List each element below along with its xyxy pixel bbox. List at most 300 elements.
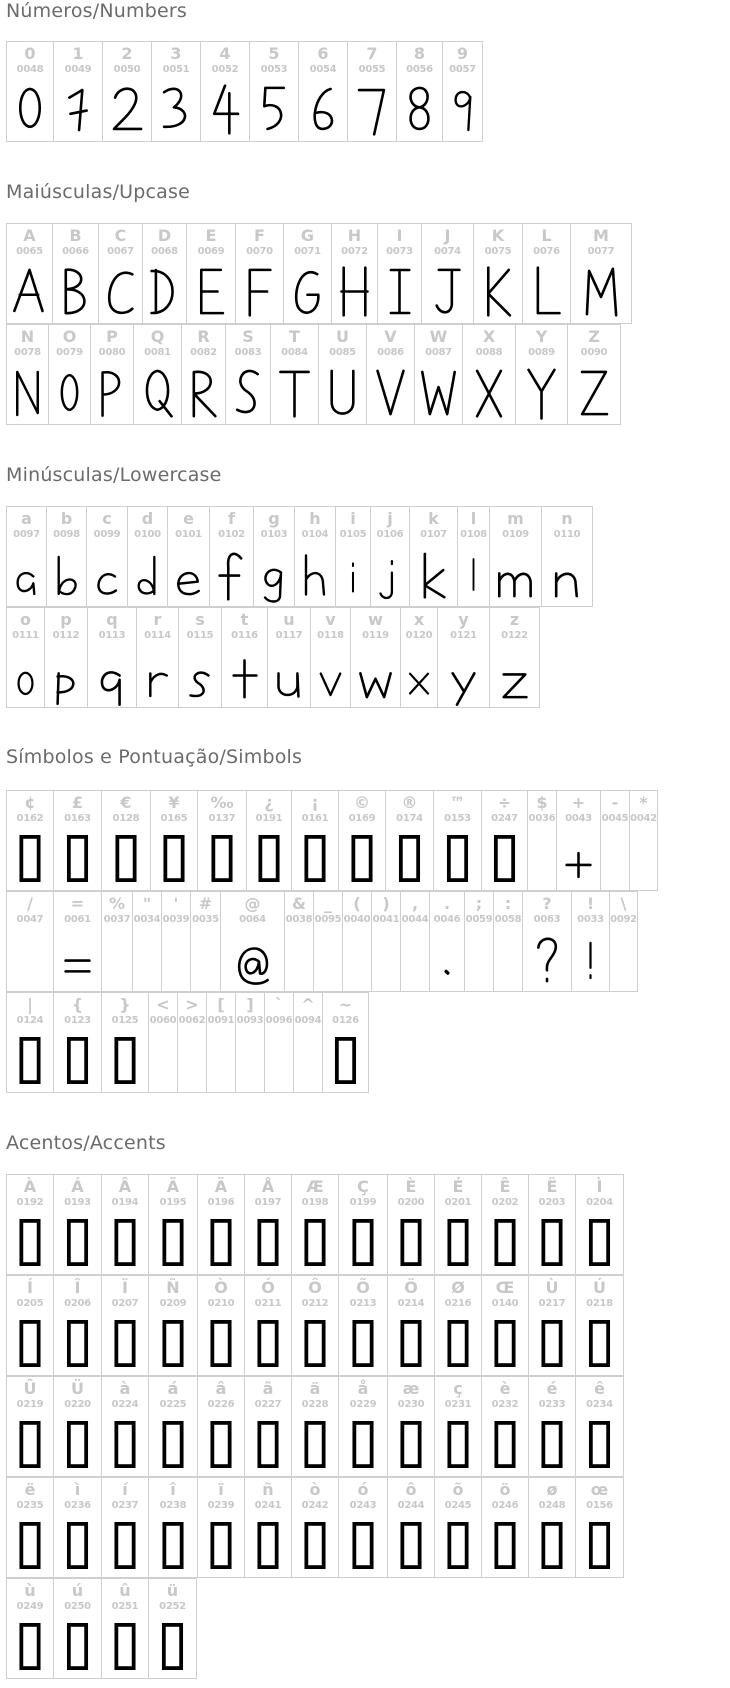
glyph-character: Z — [588, 327, 600, 346]
missing-glyph-box-icon — [54, 1310, 101, 1376]
glyph-character: a — [21, 509, 32, 528]
glyph-character: F — [254, 226, 265, 245]
glyph-code: 0251 — [111, 1601, 139, 1612]
glyph-code: 0079 — [56, 347, 83, 358]
glyph-character: ¿ — [264, 793, 274, 812]
glyph-code: 0074 — [434, 246, 461, 257]
handwritten-glyph-sample — [415, 359, 462, 425]
glyph-code: 0231 — [444, 1399, 472, 1410]
glyph-character: { — [71, 995, 84, 1014]
glyph-character: £ — [71, 793, 84, 812]
glyph-cell — [53, 1275, 101, 1376]
glyph-cell — [609, 891, 638, 992]
glyph-code: 0114 — [144, 630, 171, 641]
glyph-cell — [481, 1376, 528, 1477]
glyph-cell — [197, 1477, 244, 1578]
glyph-character: R — [197, 327, 210, 346]
glyph-code: 0202 — [491, 1197, 519, 1208]
handwritten-glyph-sample — [45, 642, 87, 708]
missing-glyph-box-icon — [292, 1209, 338, 1275]
glyph-character: . — [443, 894, 451, 913]
glyph-cell — [235, 223, 283, 324]
handwritten-glyph-sample — [348, 76, 396, 142]
glyph-character: X — [482, 327, 496, 346]
glyph-character: E — [205, 226, 217, 245]
glyph-character: í — [122, 1480, 128, 1499]
glyph-code: 0059 — [465, 914, 493, 925]
handwritten-glyph-sample — [268, 642, 310, 708]
missing-glyph-box-icon — [54, 1027, 101, 1093]
glyph-character: ` — [275, 995, 283, 1014]
glyph-character: ( — [353, 894, 361, 913]
glyph-character: é — [546, 1379, 558, 1398]
glyph-cell — [53, 1578, 101, 1679]
glyph-cell — [200, 41, 249, 142]
glyph-cell — [481, 1275, 528, 1376]
glyph-code: 0103 — [260, 529, 288, 540]
glyph-character: O — [62, 327, 77, 346]
missing-glyph-box-icon — [339, 1411, 387, 1477]
handwritten-glyph-sample — [128, 541, 167, 607]
handwritten-glyph-sample — [7, 541, 46, 607]
missing-glyph-box-icon — [247, 825, 291, 891]
glyph-character: Õ — [356, 1278, 370, 1297]
glyph-character: V — [384, 327, 397, 346]
glyph-cell — [244, 1477, 291, 1578]
glyph-cell — [267, 607, 310, 708]
glyph-cell — [132, 891, 161, 992]
glyph-character: Q — [150, 327, 165, 346]
glyph-character: ú — [71, 1581, 84, 1600]
handwritten-glyph-sample — [182, 359, 225, 425]
missing-glyph-box-icon — [529, 1512, 575, 1578]
glyph-cell — [101, 790, 150, 891]
glyph-character: o — [20, 610, 31, 629]
glyph-cell — [387, 1174, 434, 1275]
missing-glyph-box-icon — [245, 1411, 291, 1477]
glyph-character: Ù — [545, 1278, 559, 1297]
glyph-character: K — [491, 226, 505, 245]
glyph-character: ‰ — [210, 793, 234, 812]
glyph-cell — [244, 1376, 291, 1477]
glyph-code: 0227 — [254, 1399, 282, 1410]
glyph-character: À — [23, 1177, 37, 1196]
missing-glyph-box-icon — [576, 1512, 623, 1578]
glyph-character: ë — [24, 1480, 36, 1499]
section-title: Números/Numbers — [6, 0, 187, 22]
glyph-cell — [53, 1174, 101, 1275]
glyph-code: 0174 — [396, 813, 423, 824]
handwritten-glyph-sample — [54, 926, 101, 992]
glyph-code: 0242 — [301, 1500, 329, 1511]
glyph-code: 0205 — [16, 1298, 44, 1309]
missing-glyph-box-icon — [102, 1411, 148, 1477]
glyph-cell — [481, 790, 527, 891]
missing-glyph-box-icon — [198, 1411, 244, 1477]
glyph-character: 6 — [317, 44, 329, 63]
glyph-code: 0067 — [107, 246, 134, 257]
glyph-code: 0104 — [301, 529, 329, 540]
handwritten-glyph-sample — [7, 359, 48, 425]
glyph-character: x — [413, 610, 425, 629]
glyph-character: & — [292, 894, 306, 913]
glyph-character: Â — [118, 1177, 132, 1196]
glyph-cell — [86, 506, 127, 607]
glyph-character: Œ — [495, 1278, 515, 1297]
missing-glyph-box-icon — [529, 1310, 575, 1376]
handwritten-glyph-sample — [490, 541, 541, 607]
glyph-code: 0140 — [491, 1298, 519, 1309]
glyph-character: / — [27, 894, 33, 913]
glyph-code: 0243 — [349, 1500, 377, 1511]
glyph-character: å — [357, 1379, 369, 1398]
glyph-character: ñ — [262, 1480, 274, 1499]
handwritten-glyph-sample — [336, 541, 370, 607]
glyph-character: ^ — [301, 995, 315, 1014]
glyph-cell — [127, 506, 167, 607]
glyph-cell — [6, 324, 48, 425]
glyph-cell — [53, 1477, 101, 1578]
glyph-character: G — [300, 226, 315, 245]
glyph-character: Á — [71, 1177, 84, 1196]
glyph-character: < — [156, 995, 170, 1014]
glyph-character: S — [242, 327, 254, 346]
missing-glyph-box-icon — [149, 1613, 196, 1679]
glyph-cell — [318, 324, 366, 425]
glyph-cell — [136, 607, 178, 708]
handwritten-glyph-sample — [568, 359, 620, 425]
glyph-code: 0115 — [186, 630, 214, 641]
missing-glyph-box-icon — [576, 1209, 623, 1275]
glyph-code: 0036 — [528, 813, 556, 824]
glyph-cell — [310, 607, 350, 708]
glyph-code: 0116 — [231, 630, 258, 641]
glyph-cell — [541, 506, 593, 607]
glyph-character: Û — [23, 1379, 37, 1398]
glyph-cell — [347, 41, 396, 142]
glyph-cell — [481, 1477, 528, 1578]
glyph-code: 0033 — [577, 914, 604, 925]
glyph-code: 0239 — [207, 1500, 235, 1511]
glyph-cell — [371, 891, 400, 992]
glyph-cell — [522, 891, 571, 992]
glyph-code: 0102 — [218, 529, 245, 540]
glyph-character: Ó — [261, 1278, 275, 1297]
glyph-cell — [52, 223, 98, 324]
handwritten-glyph-sample — [284, 258, 331, 324]
glyph-cell — [493, 891, 522, 992]
glyph-cell — [322, 992, 369, 1093]
glyph-cell — [197, 1376, 244, 1477]
handwritten-glyph-sample — [201, 76, 249, 142]
glyph-character: $ — [536, 793, 548, 812]
glyph-cell — [44, 607, 87, 708]
glyph-character: Å — [261, 1177, 275, 1196]
handwritten-glyph-sample — [221, 926, 284, 992]
glyph-cell — [462, 324, 515, 425]
missing-glyph-box-icon — [54, 1411, 101, 1477]
glyph-cell — [197, 1174, 244, 1275]
glyph-code: 0194 — [111, 1197, 139, 1208]
glyph-cell — [387, 1477, 434, 1578]
glyph-cell — [409, 506, 457, 607]
glyph-code: 0195 — [159, 1197, 187, 1208]
glyph-code: 0250 — [64, 1601, 91, 1612]
handwritten-glyph-sample — [523, 258, 570, 324]
glyph-character: û — [119, 1581, 131, 1600]
glyph-cell — [291, 1174, 338, 1275]
glyph-character: L — [541, 226, 552, 245]
section-title: Minúsculas/Lowercase — [6, 464, 222, 486]
glyph-character: 8 — [413, 44, 426, 63]
glyph-cell — [335, 506, 370, 607]
glyph-code: 0062 — [178, 1015, 206, 1026]
glyph-cell — [338, 1477, 387, 1578]
glyph-cell — [600, 790, 629, 891]
glyph-code: 0084 — [281, 347, 308, 358]
handwritten-glyph-sample — [49, 359, 90, 425]
glyph-code: 0204 — [586, 1197, 613, 1208]
glyph-character: U — [336, 327, 349, 346]
glyph-cell — [6, 790, 53, 891]
glyph-code: 0123 — [64, 1015, 91, 1026]
glyph-code: 0238 — [159, 1500, 187, 1511]
glyph-code: 0125 — [111, 1015, 139, 1026]
missing-glyph-box-icon — [149, 1512, 197, 1578]
glyph-character: c — [102, 509, 112, 528]
glyph-code: 0107 — [420, 529, 447, 540]
glyph-row — [6, 790, 658, 891]
glyph-code: 0252 — [159, 1601, 186, 1612]
glyph-code: 0078 — [14, 347, 41, 358]
glyph-cell — [313, 891, 342, 992]
glyph-cell — [270, 324, 318, 425]
glyph-cell — [102, 41, 151, 142]
glyph-code: 0165 — [160, 813, 188, 824]
glyph-cell — [6, 891, 53, 992]
section-title: Símbolos e Pontuação/Simbols — [6, 746, 303, 768]
glyph-character: ü — [166, 1581, 179, 1600]
glyph-character: ö — [499, 1480, 511, 1499]
handwritten-glyph-sample — [397, 76, 442, 142]
glyph-cell — [209, 506, 253, 607]
glyph-code: 0045 — [601, 813, 629, 824]
glyph-cell — [528, 1477, 575, 1578]
glyph-cell — [489, 607, 540, 708]
glyph-code: 0058 — [494, 914, 522, 925]
glyph-character: € — [120, 793, 132, 812]
missing-glyph-box-icon — [7, 825, 53, 891]
missing-glyph-box-icon — [435, 1310, 481, 1376]
missing-glyph-box-icon — [435, 1209, 481, 1275]
glyph-code: 0098 — [53, 529, 80, 540]
glyph-cell — [101, 1275, 148, 1376]
glyph-code: 0235 — [16, 1500, 44, 1511]
glyph-code: 0122 — [501, 630, 528, 641]
missing-glyph-box-icon — [102, 1027, 148, 1093]
missing-glyph-box-icon — [198, 1310, 244, 1376]
glyph-character: | — [27, 995, 33, 1014]
glyph-character: j — [387, 509, 393, 528]
glyph-cell — [387, 1376, 434, 1477]
glyph-code: 0106 — [376, 529, 404, 540]
glyph-code: 0233 — [538, 1399, 566, 1410]
glyph-cell — [556, 790, 600, 891]
glyph-cell — [235, 992, 264, 1093]
glyph-code: 0090 — [580, 347, 608, 358]
glyph-cell — [291, 1376, 338, 1477]
handwritten-glyph-sample — [523, 926, 571, 992]
glyph-character: á — [167, 1379, 179, 1398]
glyph-cell — [338, 790, 385, 891]
glyph-code: 0049 — [64, 64, 92, 75]
glyph-cell — [400, 891, 429, 992]
glyph-character: T — [289, 327, 300, 346]
glyph-character: î — [170, 1480, 176, 1499]
glyph-cell — [177, 992, 206, 1093]
glyph-code: 0088 — [475, 347, 503, 358]
glyph-code: 0217 — [538, 1298, 566, 1309]
glyph-character: Ì — [596, 1177, 603, 1196]
glyph-character: i — [350, 509, 356, 528]
missing-glyph-box-icon — [576, 1411, 623, 1477]
glyph-code: 0119 — [362, 630, 389, 641]
glyph-cell — [90, 324, 133, 425]
glyph-code: 0126 — [332, 1015, 359, 1026]
glyph-row — [6, 607, 540, 708]
missing-glyph-box-icon — [529, 1209, 575, 1275]
glyph-code: 0226 — [207, 1399, 235, 1410]
glyph-cell — [101, 891, 132, 992]
missing-glyph-box-icon — [245, 1512, 291, 1578]
glyph-code: 0093 — [236, 1015, 264, 1026]
glyph-cell — [101, 1376, 148, 1477]
missing-glyph-box-icon — [102, 1613, 148, 1679]
glyph-character: C — [114, 226, 127, 245]
glyph-character: 3 — [170, 44, 182, 63]
missing-glyph-box-icon — [149, 1310, 197, 1376]
glyph-code: 0203 — [538, 1197, 566, 1208]
glyph-code: 0082 — [190, 347, 217, 358]
missing-glyph-box-icon — [576, 1310, 623, 1376]
glyph-cell — [434, 1275, 481, 1376]
glyph-code: 0118 — [317, 630, 344, 641]
glyph-code: 0076 — [533, 246, 560, 257]
handwritten-glyph-sample — [54, 76, 102, 142]
glyph-character: ì — [74, 1480, 81, 1499]
glyph-cell — [246, 790, 291, 891]
glyph-character: Ç — [357, 1177, 369, 1196]
glyph-character: # — [198, 894, 213, 913]
glyph-character: Ã — [166, 1177, 180, 1196]
glyph-cell — [87, 607, 136, 708]
glyph-cell — [421, 223, 473, 324]
glyph-character: I — [396, 226, 403, 245]
glyph-cell — [284, 891, 313, 992]
glyph-cell — [293, 992, 322, 1093]
glyph-code: 0193 — [64, 1197, 91, 1208]
glyph-character: d — [141, 509, 154, 528]
missing-glyph-box-icon — [339, 1310, 387, 1376]
glyph-code: 0081 — [144, 347, 171, 358]
missing-glyph-box-icon — [198, 825, 246, 891]
glyph-cell — [442, 41, 483, 142]
missing-glyph-box-icon — [102, 825, 150, 891]
glyph-cell — [101, 992, 148, 1093]
glyph-row — [6, 992, 369, 1093]
glyph-cell — [570, 223, 632, 324]
glyph-code: 0214 — [397, 1298, 425, 1309]
glyph-cell — [244, 1275, 291, 1376]
glyph-code: 0153 — [444, 813, 471, 824]
missing-glyph-box-icon — [482, 1512, 528, 1578]
missing-glyph-box-icon — [292, 1512, 338, 1578]
glyph-cell — [186, 223, 235, 324]
glyph-code: 0069 — [197, 246, 225, 257]
handwritten-glyph-sample — [236, 258, 283, 324]
glyph-cell — [457, 506, 489, 607]
glyph-character: 4 — [219, 44, 231, 63]
glyph-code: 0192 — [16, 1197, 44, 1208]
missing-glyph-box-icon — [482, 1209, 528, 1275]
glyph-code: 0197 — [254, 1197, 282, 1208]
glyph-code: 0199 — [349, 1197, 377, 1208]
handwritten-glyph-sample — [47, 541, 86, 607]
missing-glyph-box-icon — [149, 1209, 197, 1275]
handwritten-glyph-sample — [295, 541, 335, 607]
glyph-cell — [101, 1174, 148, 1275]
glyph-code: 0169 — [348, 813, 376, 824]
glyph-code: 0065 — [16, 246, 43, 257]
glyph-character: É — [452, 1177, 464, 1196]
glyph-character: ) — [382, 894, 390, 913]
glyph-character: 5 — [268, 44, 280, 63]
glyph-code: 0216 — [444, 1298, 472, 1309]
glyph-cell — [46, 506, 86, 607]
glyph-code: 0112 — [52, 630, 80, 641]
missing-glyph-box-icon — [435, 1411, 481, 1477]
glyph-character: Ë — [546, 1177, 558, 1196]
glyph-character: Ä — [214, 1177, 228, 1196]
glyph-code: 0201 — [444, 1197, 472, 1208]
missing-glyph-box-icon — [7, 1027, 53, 1093]
glyph-code: 0234 — [586, 1399, 613, 1410]
glyph-cell — [53, 41, 102, 142]
glyph-code: 0248 — [538, 1500, 566, 1511]
glyph-code: 0092 — [610, 914, 637, 925]
missing-glyph-box-icon — [434, 825, 481, 891]
handwritten-glyph-sample — [430, 926, 464, 992]
glyph-character: @ — [244, 894, 261, 913]
glyph-character: W — [429, 327, 448, 346]
glyph-cell — [338, 1376, 387, 1477]
glyph-character: p — [60, 610, 72, 629]
glyph-code: 0210 — [207, 1298, 235, 1309]
glyph-cell — [6, 992, 53, 1093]
glyph-code: 0039 — [162, 914, 190, 925]
glyph-character: J — [444, 226, 451, 245]
glyph-row — [6, 1174, 624, 1275]
glyph-code: 0094 — [294, 1015, 322, 1026]
glyph-character: Ñ — [166, 1278, 180, 1297]
glyph-character: ï — [218, 1480, 224, 1499]
glyph-character: © — [354, 793, 370, 812]
handwritten-glyph-sample — [371, 541, 409, 607]
glyph-cell — [434, 1376, 481, 1477]
glyph-character: ä — [309, 1379, 321, 1398]
glyph-cell — [528, 1275, 575, 1376]
glyph-code: 0050 — [113, 64, 141, 75]
